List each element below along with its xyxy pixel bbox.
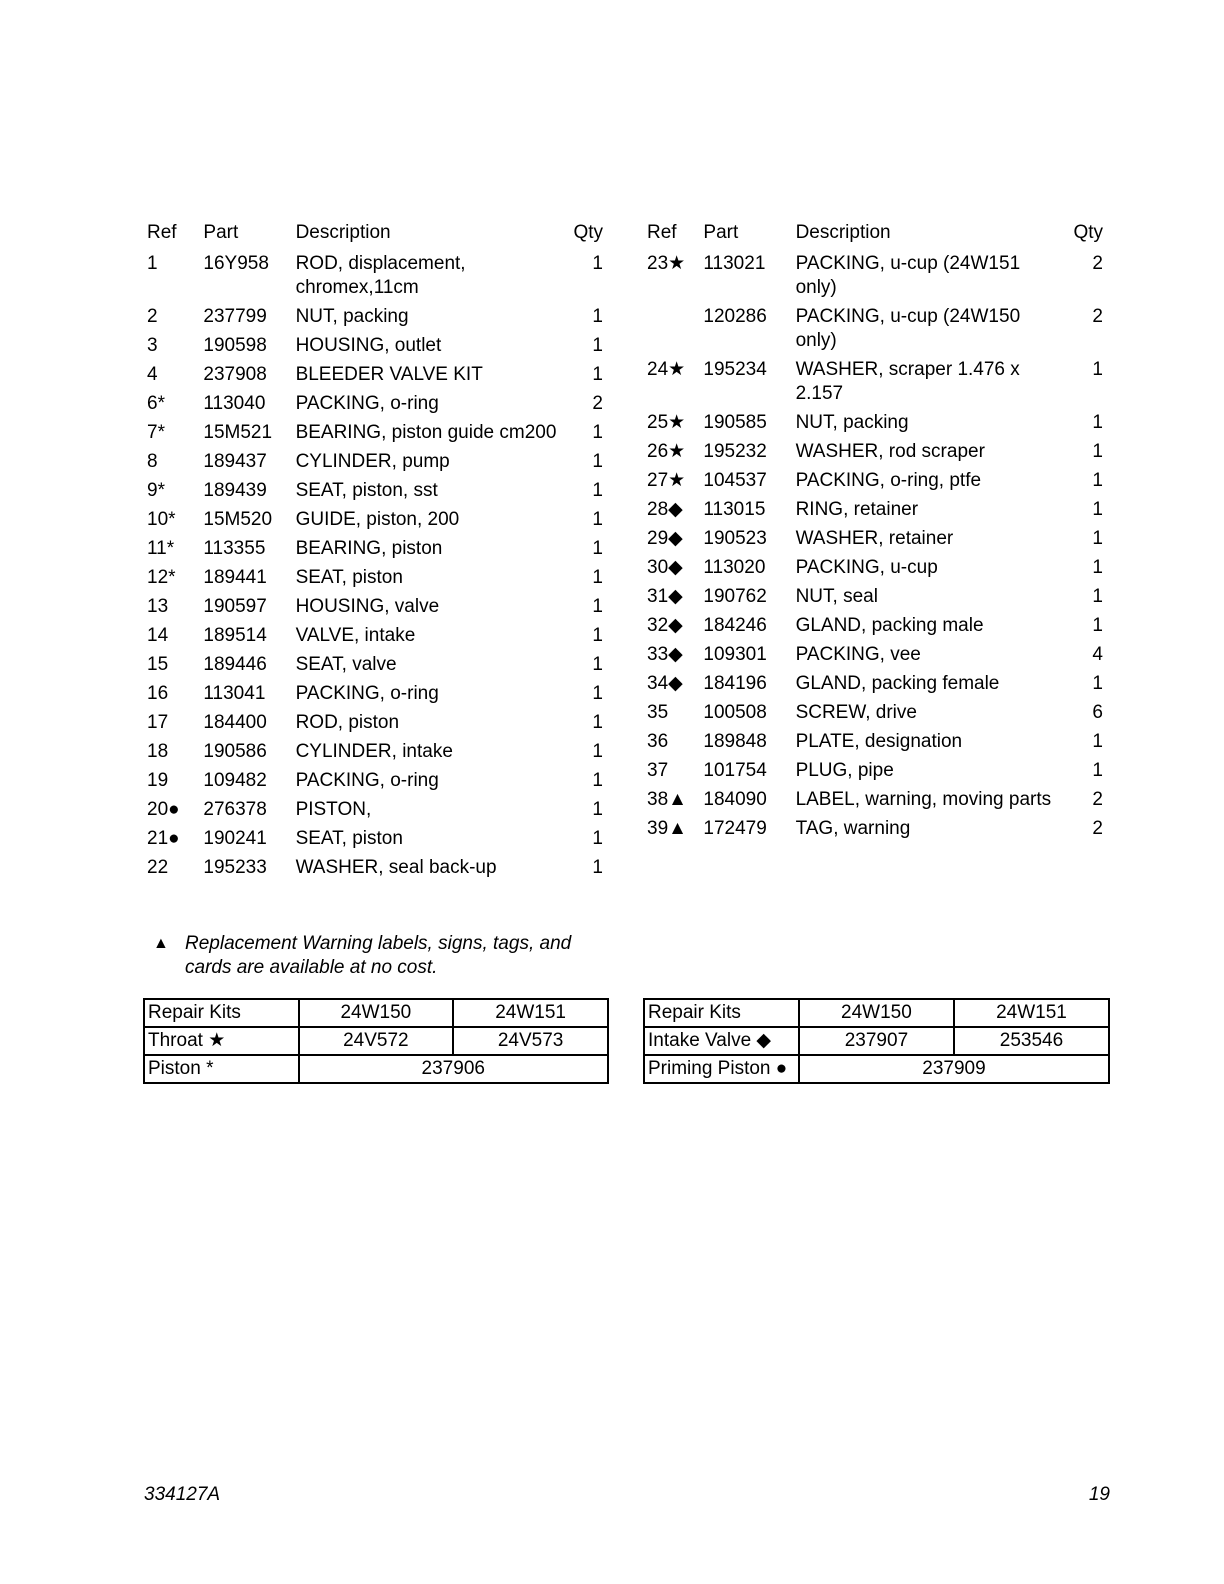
part-number: 113021	[703, 253, 766, 274]
ref-number: 10*	[147, 509, 176, 530]
quantity: 1	[1092, 359, 1103, 380]
part-description: SEAT, valve	[295, 654, 397, 675]
ref-number: 31◆	[647, 586, 683, 607]
ref-header: Ref	[647, 222, 677, 243]
part-number: 16Y958	[203, 253, 269, 274]
quantity: 1	[1092, 615, 1103, 636]
quantity: 1	[592, 857, 603, 878]
kits-header-row	[144, 999, 608, 1027]
parts-table-right	[644, 222, 1109, 846]
part-number: 195232	[703, 441, 767, 462]
quantity: 1	[1092, 731, 1103, 752]
ref-number: 17	[147, 712, 169, 733]
quantity: 1	[592, 654, 603, 675]
parts-row	[144, 856, 609, 885]
ref-number: 25★	[647, 412, 686, 433]
warning-triangle-icon: ▲	[153, 935, 169, 952]
parts-row	[144, 653, 609, 682]
part-description: NUT, packing	[295, 306, 409, 327]
ref-number: 2	[147, 306, 158, 327]
quantity: 1	[592, 306, 603, 327]
ref-number: 18	[147, 741, 169, 762]
ref-number: 3	[147, 335, 158, 356]
quantity: 1	[592, 625, 603, 646]
parts-row	[144, 798, 609, 827]
parts-row	[144, 595, 609, 624]
part-description: WASHER, seal back-up	[295, 857, 497, 878]
part-number: 190586	[203, 741, 267, 762]
quantity: 1	[592, 480, 603, 501]
parts-row	[644, 643, 1109, 672]
part-description: CYLINDER, intake	[295, 741, 453, 762]
kits-row-piston	[144, 1055, 608, 1083]
ref-number: 32◆	[647, 615, 683, 636]
part-number: 109301	[703, 644, 767, 665]
part-number: 237908	[203, 364, 267, 385]
quantity: 1	[1092, 528, 1103, 549]
ref-number: 29◆	[647, 528, 683, 549]
ref-number: 11*	[147, 538, 175, 559]
part-number: 184196	[703, 673, 767, 694]
part-description: SEAT, piston	[295, 828, 403, 849]
ref-number: 15	[147, 654, 169, 675]
quantity: 2	[592, 393, 603, 414]
parts-header-row	[144, 222, 609, 252]
parts-left-body	[144, 252, 609, 885]
quantity: 1	[592, 364, 603, 385]
part-number: 15M521	[203, 422, 273, 443]
part-description: GLAND, packing male	[795, 615, 984, 636]
piston-kit-value: 237906	[299, 1055, 609, 1083]
parts-row	[144, 450, 609, 479]
description-header: Description	[295, 222, 391, 243]
parts-row	[144, 769, 609, 798]
repair-kits-table-right	[643, 998, 1110, 1084]
throat-kit-label: Throat ★	[144, 1027, 299, 1055]
parts-row	[644, 585, 1109, 614]
part-description: PLATE, designation	[795, 731, 963, 752]
part-number: 190597	[203, 596, 267, 617]
quantity: 1	[592, 770, 603, 791]
part-description: PACKING, o-ring, ptfe	[795, 470, 982, 491]
part-number: 189848	[703, 731, 767, 752]
kits-header-label: Repair Kits	[644, 999, 799, 1027]
parts-row	[144, 392, 609, 421]
quantity: 1	[592, 451, 603, 472]
part-description: GUIDE, piston, 200	[295, 509, 460, 530]
priming-piston-kit-label: Priming Piston ●	[644, 1055, 799, 1083]
part-description: CYLINDER, pump	[295, 451, 450, 472]
part-description: PACKING, u-cup	[795, 557, 938, 578]
part-number: 100508	[703, 702, 767, 723]
ref-number: 19	[147, 770, 169, 791]
quantity: 1	[1092, 412, 1103, 433]
part-number: 101754	[703, 760, 767, 781]
part-description: ROD, piston	[295, 712, 400, 733]
part-number: 120286	[703, 306, 767, 327]
part-description: PACKING, o-ring	[295, 770, 439, 791]
quantity: 1	[1092, 760, 1103, 781]
part-number: 104537	[703, 470, 767, 491]
intake-valve-kit-24w151: 253546	[954, 1027, 1109, 1055]
part-description: RING, retainer	[795, 499, 919, 520]
part-description: LABEL, warning, moving parts	[795, 789, 1052, 810]
ref-number: 34◆	[647, 673, 683, 694]
ref-number: 37	[647, 760, 669, 781]
ref-number: 20●	[147, 799, 180, 820]
parts-row	[644, 817, 1109, 846]
ref-number: 14	[147, 625, 169, 646]
ref-number: 24★	[647, 359, 686, 380]
ref-number: 28◆	[647, 499, 683, 520]
parts-row	[144, 537, 609, 566]
parts-row	[644, 469, 1109, 498]
ref-number: 1	[147, 253, 158, 274]
ref-number: 8	[147, 451, 158, 472]
ref-number: 22	[147, 857, 169, 878]
parts-row	[644, 440, 1109, 469]
quantity: 4	[1092, 644, 1103, 665]
warning-note	[153, 932, 603, 980]
part-number: 190523	[703, 528, 767, 549]
part-description: SEAT, piston, sst	[295, 480, 438, 501]
parts-row	[144, 566, 609, 595]
quantity: 1	[592, 509, 603, 530]
parts-row	[144, 305, 609, 334]
part-description: PACKING, o-ring	[295, 683, 439, 704]
part-number: 189437	[203, 451, 267, 472]
part-description: TAG, warning	[795, 818, 911, 839]
part-number: 195233	[203, 857, 267, 878]
part-description: GLAND, packing female	[795, 673, 1000, 694]
part-description: BEARING, piston	[295, 538, 443, 559]
part-header: Part	[703, 222, 739, 243]
ref-number: 12*	[147, 567, 176, 588]
description-header: Description	[795, 222, 891, 243]
parts-row	[644, 411, 1109, 440]
part-description: HOUSING, valve	[295, 596, 440, 617]
parts-row	[644, 788, 1109, 817]
priming-piston-kit-value: 237909	[799, 1055, 1109, 1083]
part-number: 15M520	[203, 509, 273, 530]
ref-number: 4	[147, 364, 158, 385]
ref-number: 33◆	[647, 644, 683, 665]
kits-header-row	[644, 999, 1109, 1027]
piston-kit-label: Piston *	[144, 1055, 299, 1083]
parts-row	[144, 334, 609, 363]
ref-number: 9*	[147, 480, 165, 501]
parts-row	[644, 614, 1109, 643]
part-number: 184090	[703, 789, 767, 810]
part-description: WASHER, retainer	[795, 528, 954, 549]
ref-header: Ref	[147, 222, 177, 243]
part-description: VALVE, intake	[295, 625, 416, 646]
part-number: 113040	[203, 393, 266, 414]
parts-row	[144, 624, 609, 653]
part-number: 172479	[703, 818, 767, 839]
quantity: 1	[592, 335, 603, 356]
parts-row	[644, 672, 1109, 701]
ref-number: 36	[647, 731, 669, 752]
parts-row	[644, 252, 1109, 305]
part-number: 276378	[203, 799, 267, 820]
quantity: 1	[592, 799, 603, 820]
parts-row	[644, 701, 1109, 730]
quantity: 2	[1092, 253, 1103, 274]
part-number: 113015	[703, 499, 766, 520]
parts-row	[144, 252, 609, 305]
quantity: 1	[592, 828, 603, 849]
part-number: 190241	[203, 828, 267, 849]
part-description: BEARING, piston guide cm200	[295, 422, 557, 443]
quantity: 1	[592, 538, 603, 559]
quantity: 1	[1092, 673, 1103, 694]
part-description: WASHER, scraper 1.476 x 2.157	[795, 359, 1020, 404]
quantity: 1	[1092, 499, 1103, 520]
throat-kit-24w151: 24V573	[453, 1027, 608, 1055]
intake-valve-kit-24w150: 237907	[799, 1027, 954, 1055]
document-number: 334127A	[144, 1484, 221, 1505]
parts-row	[144, 363, 609, 392]
part-number: 184246	[703, 615, 767, 636]
part-description: ROD, displacement, chromex,11cm	[295, 253, 466, 298]
kits-header-label: Repair Kits	[144, 999, 299, 1027]
part-number: 189439	[203, 480, 267, 501]
kits-row-intake-valve	[644, 1027, 1109, 1055]
kits-header-model-2: 24W151	[453, 999, 608, 1027]
parts-row	[644, 730, 1109, 759]
quantity: 1	[592, 712, 603, 733]
part-number: 190585	[703, 412, 767, 433]
parts-row	[644, 305, 1109, 358]
repair-kits-table-left	[143, 998, 609, 1084]
quantity: 1	[1092, 441, 1103, 462]
parts-row	[644, 759, 1109, 788]
parts-row	[644, 498, 1109, 527]
parts-row	[644, 556, 1109, 585]
qty-header: Qty	[573, 222, 603, 243]
parts-right-body	[644, 252, 1109, 846]
ref-number: 38▲	[647, 789, 687, 810]
throat-kit-24w150: 24V572	[299, 1027, 454, 1055]
quantity: 1	[1092, 470, 1103, 491]
part-number: 190762	[703, 586, 767, 607]
kits-row-throat	[144, 1027, 608, 1055]
quantity: 2	[1092, 306, 1103, 327]
warning-note-text: Replacement Warning labels, signs, tags, and cards are available at no cost.	[185, 933, 572, 978]
parts-row	[144, 682, 609, 711]
part-number: 189514	[203, 625, 267, 646]
kits-header-model-1: 24W150	[299, 999, 454, 1027]
part-number: 109482	[203, 770, 267, 791]
parts-row	[144, 711, 609, 740]
parts-table-left	[144, 222, 609, 885]
parts-row	[144, 479, 609, 508]
part-description: NUT, packing	[795, 412, 909, 433]
quantity: 1	[592, 422, 603, 443]
kits-row-priming-piston	[644, 1055, 1109, 1083]
ref-number: 30◆	[647, 557, 683, 578]
part-number: 189446	[203, 654, 267, 675]
part-description: BLEEDER VALVE KIT	[295, 364, 483, 385]
page-number: 19	[1088, 1484, 1110, 1505]
parts-row	[144, 827, 609, 856]
part-number: 190598	[203, 335, 267, 356]
part-description: PACKING, vee	[795, 644, 921, 665]
part-number: 189441	[203, 567, 267, 588]
quantity: 1	[592, 567, 603, 588]
quantity: 2	[1092, 818, 1103, 839]
parts-row	[144, 421, 609, 450]
ref-number: 35	[647, 702, 669, 723]
part-description: PACKING, u-cup (24W150 only)	[795, 306, 1021, 351]
ref-number: 7*	[147, 422, 165, 443]
ref-number: 13	[147, 596, 169, 617]
ref-number: 23★	[647, 253, 686, 274]
part-number: 113041	[203, 683, 266, 704]
parts-row	[144, 740, 609, 769]
part-number: 113355	[203, 538, 266, 559]
part-description: PISTON,	[295, 799, 372, 820]
quantity: 1	[592, 596, 603, 617]
ref-number: 6*	[147, 393, 165, 414]
kits-header-model-2: 24W151	[954, 999, 1109, 1027]
qty-header: Qty	[1073, 222, 1103, 243]
ref-number: 39▲	[647, 818, 687, 839]
quantity: 2	[1092, 789, 1103, 810]
ref-number	[644, 305, 703, 358]
parts-row	[144, 508, 609, 537]
part-description: PACKING, u-cup (24W151 only)	[795, 253, 1021, 298]
part-description: NUT, seal	[795, 586, 878, 607]
part-description: PACKING, o-ring	[295, 393, 439, 414]
ref-number: 16	[147, 683, 169, 704]
part-description: SEAT, piston	[295, 567, 403, 588]
intake-valve-kit-label: Intake Valve ◆	[644, 1027, 799, 1055]
quantity: 6	[1092, 702, 1103, 723]
part-number: 184400	[203, 712, 267, 733]
kits-header-model-1: 24W150	[799, 999, 954, 1027]
part-description: PLUG, pipe	[795, 760, 894, 781]
part-number: 113020	[703, 557, 766, 578]
part-number: 195234	[703, 359, 767, 380]
parts-row	[644, 527, 1109, 556]
quantity: 1	[592, 253, 603, 274]
ref-number: 26★	[647, 441, 686, 462]
quantity: 1	[592, 683, 603, 704]
part-description: WASHER, rod scraper	[795, 441, 985, 462]
ref-number: 27★	[647, 470, 686, 491]
quantity: 1	[1092, 557, 1103, 578]
part-header: Part	[203, 222, 239, 243]
quantity: 1	[1092, 586, 1103, 607]
part-description: HOUSING, outlet	[295, 335, 442, 356]
parts-row	[644, 358, 1109, 411]
part-description: SCREW, drive	[795, 702, 917, 723]
quantity: 1	[592, 741, 603, 762]
part-number: 237799	[203, 306, 267, 327]
parts-header-row	[644, 222, 1109, 252]
ref-number: 21●	[147, 828, 180, 849]
